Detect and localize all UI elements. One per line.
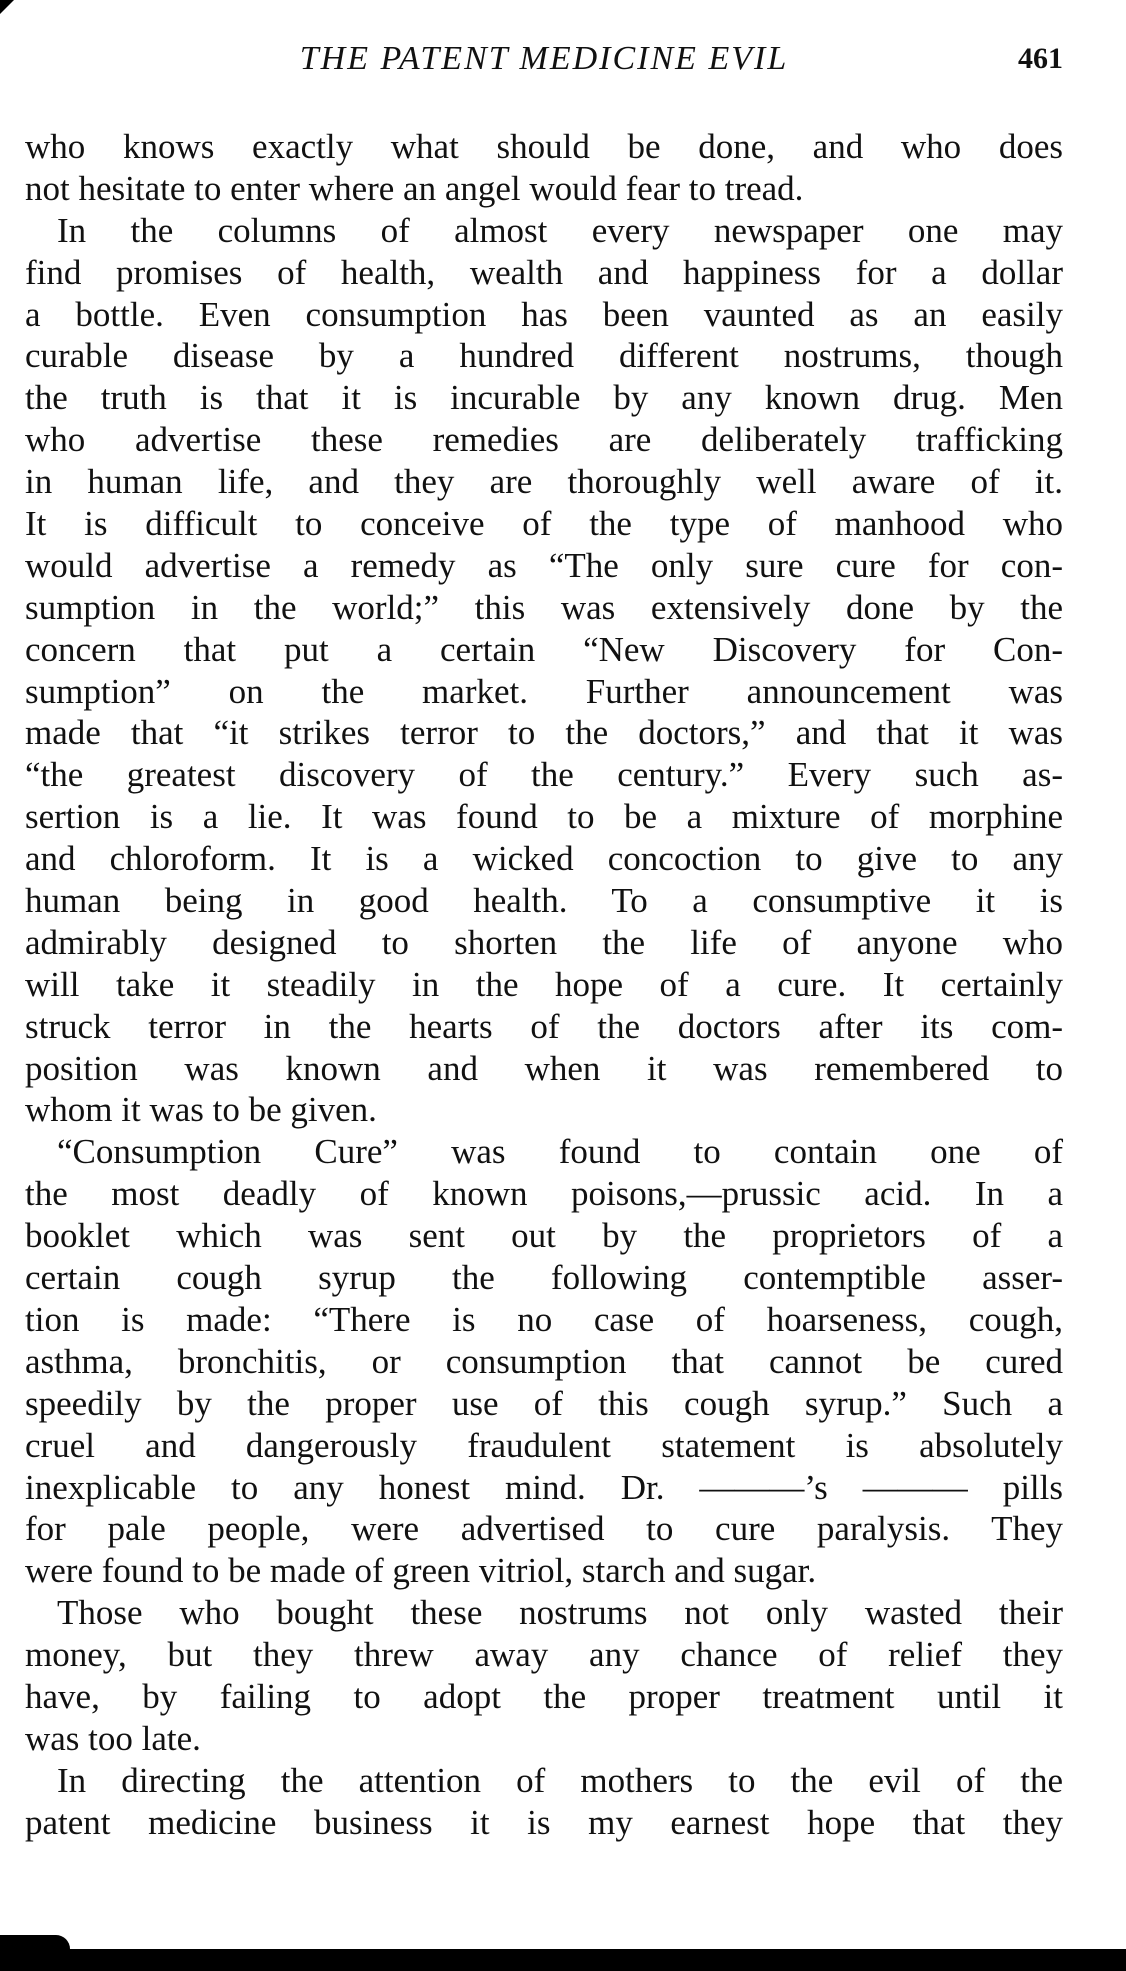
- text-line: who advertise these remedies are deliberately trafficking: [25, 420, 1063, 460]
- scan-corner-shadow: [0, 0, 14, 14]
- text-line: and chloroform. It is a wicked concoction to give to any: [25, 839, 1063, 879]
- text-line: in human life, and they are thoroughly well aware of it.: [25, 462, 1063, 502]
- text-line: concern that put a certain “New Discovery for Con-: [25, 629, 1063, 669]
- text-line: were found to be made of green vitriol, starch and sugar.: [25, 1551, 817, 1591]
- text-line: made that “it strikes terror to the doctors,” and that it was: [25, 713, 1063, 753]
- text-line: would advertise a remedy as “The only sure cure for con-: [25, 545, 1063, 585]
- text-line: booklet which was sent out by the proprietors of a: [25, 1216, 1063, 1256]
- text-line: certain cough syrup the following contemptible asser-: [25, 1258, 1063, 1298]
- text-line: patent medicine business it is my earnest hope that they: [25, 1802, 1063, 1842]
- text-line: whom it was to be given.: [25, 1090, 377, 1130]
- text-line: sumption” on the market. Further announcement was: [25, 671, 1063, 711]
- text-line: have, by failing to adopt the proper treatment until it: [25, 1676, 1063, 1716]
- text-line: for pale people, were advertised to cure paralysis. They: [25, 1509, 1063, 1549]
- page-number: 461: [1018, 42, 1063, 75]
- scan-bottom-edge: [0, 1949, 1126, 1971]
- text-line: admirably designed to shorten the life of anyone who: [25, 922, 1063, 962]
- text-line: sumption in the world;” this was extensively done by the: [25, 587, 1063, 627]
- text-line: the truth is that it is incurable by any known drug. Men: [25, 378, 1063, 418]
- text-line: a bottle. Even consumption has been vaunted as an easily: [25, 294, 1063, 334]
- text-line: speedily by the proper use of this cough syrup.” Such a: [25, 1383, 1063, 1423]
- text-line: struck terror in the hearts of the doctors after its com-: [25, 1006, 1063, 1046]
- text-line: human being in good health. To a consumptive it is: [25, 881, 1063, 921]
- text-line: tion is made: “There is no case of hoarseness, cough,: [25, 1299, 1063, 1339]
- running-title: THE PATENT MEDICINE EVIL: [299, 40, 789, 77]
- text-line: In the columns of almost every newspaper one may: [57, 210, 1063, 250]
- text-line: curable disease by a hundred different nostrums, though: [25, 336, 1063, 376]
- scan-edge-shadow: [0, 1935, 70, 1949]
- text-line: inexplicable to any honest mind. Dr. ———’s ——— pills: [25, 1467, 1063, 1507]
- text-line: who knows exactly what should be done, and who does: [25, 127, 1063, 166]
- text-line: “Consumption Cure” was found to contain one of: [57, 1132, 1063, 1172]
- text-line: Those who bought these nostrums not only wasted their: [57, 1593, 1063, 1633]
- text-line: will take it steadily in the hope of a cure. It certainly: [25, 964, 1063, 1004]
- text-line: In directing the attention of mothers to the evil of the: [57, 1760, 1063, 1800]
- text-line: It is difficult to conceive of the type of manhood who: [25, 504, 1063, 544]
- text-line: was too late.: [25, 1718, 201, 1758]
- text-line: money, but they threw away any chance of relief they: [25, 1635, 1063, 1675]
- text-line: find promises of health, wealth and happiness for a dollar: [25, 252, 1063, 292]
- page-body-text: [25, 126, 1063, 1844]
- text-line: “the greatest discovery of the century.” Every such as-: [25, 755, 1063, 795]
- text-line: cruel and dangerously fraudulent statement is absolutely: [25, 1425, 1063, 1465]
- text-line: not hesitate to enter where an angel would fear to tread.: [25, 168, 804, 208]
- text-line: the most deadly of known poisons,—prussic acid. In a: [25, 1174, 1063, 1214]
- text-line: asthma, bronchitis, or consumption that cannot be cured: [25, 1341, 1063, 1381]
- text-line: position was known and when it was remembered to: [25, 1048, 1063, 1088]
- text-line: sertion is a lie. It was found to be a mixture of morphine: [25, 797, 1063, 837]
- running-header: [25, 40, 1063, 84]
